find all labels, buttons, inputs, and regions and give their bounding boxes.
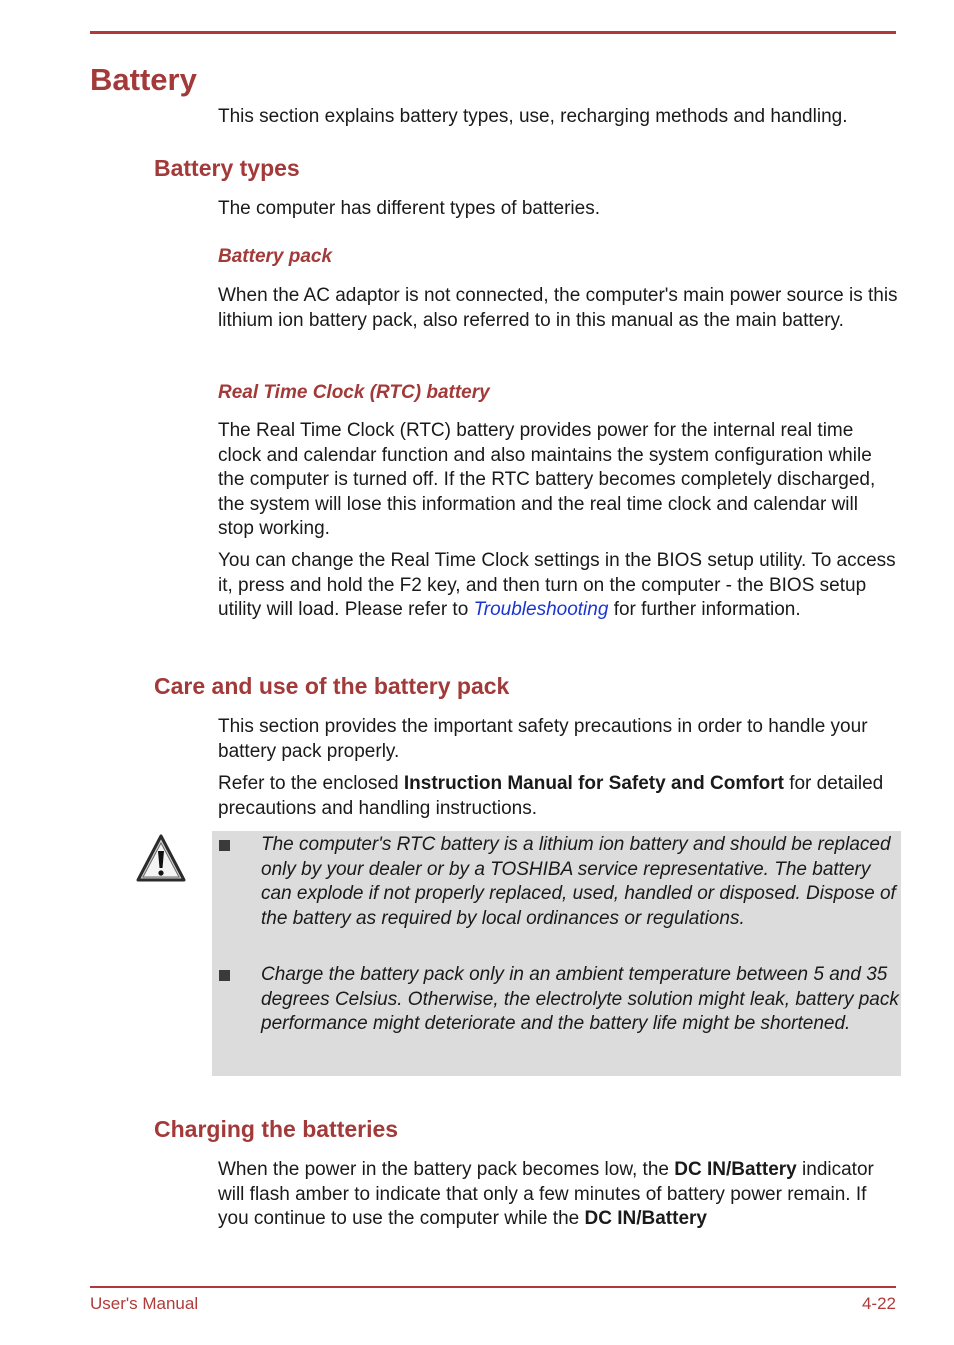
dc-in-battery-label-2: DC IN/Battery (584, 1208, 707, 1230)
heading-care-and-use: Care and use of the battery pack (154, 673, 510, 699)
charging-paragraph (218, 1158, 898, 1232)
charging-text-2: indicator will flash amber to indicate that only a few minutes of battery power remain. If you continue to use the computer while the (218, 1159, 874, 1230)
footer-rule (90, 1286, 896, 1288)
care-paragraph-1: This section provides the important safety precautions in order to handle your battery pack properly. (218, 716, 868, 762)
page-title: Battery (90, 62, 197, 97)
battery-pack-text: When the AC adaptor is not connected, the computer's main power source is this lithium ion battery pack, also referred to in this manual as the main battery. (218, 285, 898, 331)
bullet-square-icon (219, 970, 230, 981)
warning-triangle-icon (135, 833, 187, 885)
intro-text: This section explains battery types, use, recharging methods and handling. (218, 106, 848, 127)
rtc-p2-text: You can change the Real Time Clock settings in the BIOS setup utility. To access it, press and hold the F2 key, and then turn on the computer - the BIOS setup utility will load. Please refer to (218, 550, 896, 621)
heading-battery-pack: Battery pack (218, 246, 333, 267)
troubleshooting-link[interactable]: Troubleshooting (473, 599, 609, 621)
charging-text-1: When the power in the battery pack becomes low, the (218, 1159, 675, 1180)
rtc-paragraph-1: The Real Time Clock (RTC) battery provides power for the internal real time clock and calendar function and also maintains the system configuration while the computer is turned off. If the RTC battery becomes completely discharged, the system will lose this information and the real time clock and calendar will stop working. (218, 420, 876, 540)
warning-item-1: The computer's RTC battery is a lithium ion battery and should be replaced only by your dealer or by a TOSHIBA service representative. The battery can explode if not properly replaced, used, handled or disposed. Dispose of the battery as required by local ordinances or regulations. (261, 834, 896, 929)
footer-manual-name: User's Manual (90, 1294, 199, 1313)
bullet-square-icon (219, 840, 230, 851)
rtc-p2-text-after: for further information. (608, 599, 801, 621)
rtc-paragraph-2 (218, 549, 898, 623)
dc-in-battery-label: DC IN/Battery (674, 1159, 797, 1180)
warning-item-2: Charge the battery pack only in an ambient temperature between 5 and 35 degrees Celsius. Otherwise, the electrolyte solution might leak, battery pack performance might deteriorate and the battery life might be shortened. (261, 964, 899, 1035)
battery-types-text: The computer has different types of batteries. (218, 198, 600, 219)
safety-manual-title: Instruction Manual for Safety and Comfort (403, 773, 784, 794)
care-p2-text: Refer to the enclosed (218, 773, 404, 794)
heading-charging: Charging the batteries (154, 1116, 399, 1142)
care-paragraph-2 (218, 772, 898, 821)
footer-page-number: 4-22 (861, 1294, 896, 1313)
care-p2-text-after: for detailed precautions and handling instructions. (218, 773, 884, 819)
header-rule (90, 31, 896, 34)
heading-battery-types: Battery types (154, 155, 300, 181)
heading-rtc-battery: Real Time Clock (RTC) battery (218, 382, 490, 403)
